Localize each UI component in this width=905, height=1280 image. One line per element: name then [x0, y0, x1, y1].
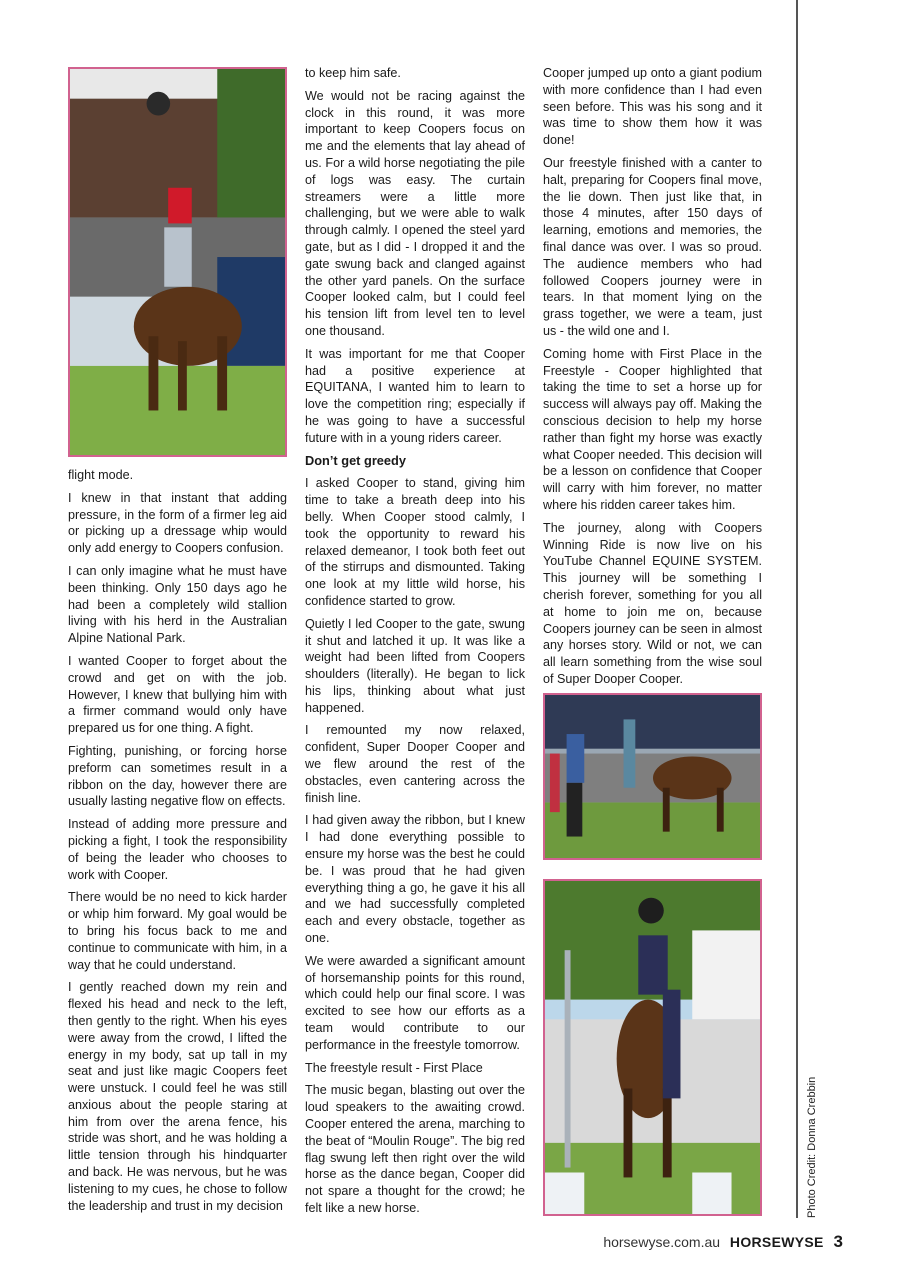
paragraph: I gently reached down my rein and flexed his head and neck to the left, then gently to the right. When his eyes were away from the crowd, I lifted the energy in my body, sat up tall in my seat and just like magic Coopers feet were unstuck. I could feel he was still anxious about the people staring at him from over the arena fence, his stride was short, and he was holding a little tension through his hindquarter and back. He was nervous, but he was listening to my cues, he chose to follow the leadership and trust in my decision: [68, 980, 287, 1213]
section-heading: Don’t get greedy: [305, 452, 406, 468]
footer-site-url: horsewyse.com.au: [603, 1234, 721, 1250]
photo-horse-in-arena: [543, 693, 762, 860]
photo-rider-red-corset-horse: [68, 67, 287, 457]
photo-credit: Photo Credit: Donna Crebbin: [806, 1076, 818, 1218]
article-column-2: [305, 65, 525, 1223]
paragraph: The journey, along with Coopers Winning Ride is now live on his YouTube Channel EQUINE SYSTEM. This journey will be something I cherish forever, something for you all at home to join me on, because Coopers journey can be seen in almost any horses story. Wild or not, we can all learn something from the wise soul of Super Dooper Cooper.: [543, 520, 762, 686]
paragraph: We were awarded a significant amount of horsemanship points for this round, which could help our final score. I was excited to see how our efforts as a team would contribute to our performance in the freestyle tomorrow.: [305, 953, 525, 1052]
paragraph: It was important for me that Cooper had a positive experience at EQUITANA, I wanted him to learn to love the competition ring; especially if he was going to have a successful future with in a young riders career.: [305, 346, 525, 445]
article-column-1: [68, 467, 287, 1220]
paragraph: Instead of adding more pressure and picking a fight, I took the responsibility of being the leader who chooses to work with Cooper.: [68, 817, 287, 882]
paragraph: I asked Cooper to stand, giving him time to take a breath deep into his belly. When Cooper stood calmly, I took the opportunity to reward his relaxed demeanor, I took both feet out of the stirrups and dismounted. Taking one look at my little wild horse, his confidence started to grow.: [305, 476, 525, 608]
paragraph: The music began, blasting out over the loud speakers to the awaiting crowd. Cooper entered the arena, marching to the beat of “Moulin Rouge”. The big red flag swung left then right over the wild horse as the dance began, Cooper did not spare a thought for the crowd; he felt like a new horse.: [305, 1083, 525, 1215]
paragraph: The freestyle result - First Place: [305, 1060, 483, 1075]
paragraph: I had given away the ribbon, but I knew I had done everything possible to ensure my horse was the best he could be. I was proud that he had given everything thing a go, he gave it his all and we had successfully completed each and every obstacle, together as one.: [305, 813, 525, 946]
page-footer: [603, 1232, 843, 1252]
paragraph: Fighting, punishing, or forcing horse preform can sometimes result in a ribbon on the day, however there are usually lasting negative flow on effects.: [68, 743, 287, 809]
paragraph: Cooper jumped up onto a giant podium with more confidence than I had even seen before. This was his song and it was time to show them how it was done!: [543, 66, 762, 148]
photo-rider-horse-gate: [543, 879, 762, 1216]
paragraph: I knew in that instant that adding pressure, in the form of a firmer leg aid or picking up a dressage whip would only add energy to Coopers confusion.: [68, 490, 287, 556]
paragraph: There would be no need to kick harder or whip him forward. My goal would be to bring his focus back to me and continue to communicate with him, in a way that he could understand.: [68, 890, 287, 972]
paragraph: I can only imagine what he must have been thinking. Only 150 days ago he had been a completely wild stallion living with his herd in the Australian Alpine National Park.: [68, 563, 287, 646]
paragraph: Coming home with First Place in the Freestyle - Cooper highlighted that taking the time to set a horse up for success will always pay off. Making the conscious decision to help my horse rather than fight my horse was exactly what Cooper needed. This decision will be a lesson on confidence that Cooper will carry with him forever, no matter where his ridden career takes him.: [543, 346, 762, 512]
vertical-rule: [796, 0, 798, 1218]
paragraph: I remounted my now relaxed, confident, Super Dooper Cooper and we flew around the rest of the obstacles, even cantering across the finish line.: [305, 723, 525, 805]
article-column-3: [543, 65, 762, 694]
footer-brand: HORSEWYSE: [729, 1234, 824, 1250]
paragraph: We would not be racing against the clock in this round, it was more important to keep Coopers focus on me and the elements that lay ahead of us. For a wild horse negotiating the pile of logs was easy. The curtain streamers were a little more challenging, but we were able to walk through calmly. I opened the steel yard gate, but as I did - I dropped it and the gate swung back and clanged against the other yard panels. On the surface Cooper looked calm, but I could feel his tension lift from level ten to level one thousand.: [305, 88, 525, 338]
paragraph: to keep him safe.: [305, 66, 401, 80]
paragraph: Quietly I led Cooper to the gate, swung it shut and latched it up. It was like a weight had been lifted from Coopers shoulders (literally). He began to lick his lips, thinking about what just happened.: [305, 616, 525, 715]
paragraph: flight mode.: [68, 468, 134, 482]
page-number: 3: [833, 1232, 843, 1251]
paragraph: Our freestyle finished with a canter to halt, preparing for Coopers final move, the lie down. Then just like that, in those 4 minutes, after 150 days of learning, emotions and memories, the final dance was over. I was so proud. The audience members who had followed Coopers journey were in tears. In that moment lying on the grass together, we were a team, just us - the wild one and I.: [543, 155, 762, 338]
paragraph: I wanted Cooper to forget about the crowd and get on with the job. However, I knew that bullying him with a firmer command would only have prepared us for one thing. A fight.: [68, 653, 287, 736]
